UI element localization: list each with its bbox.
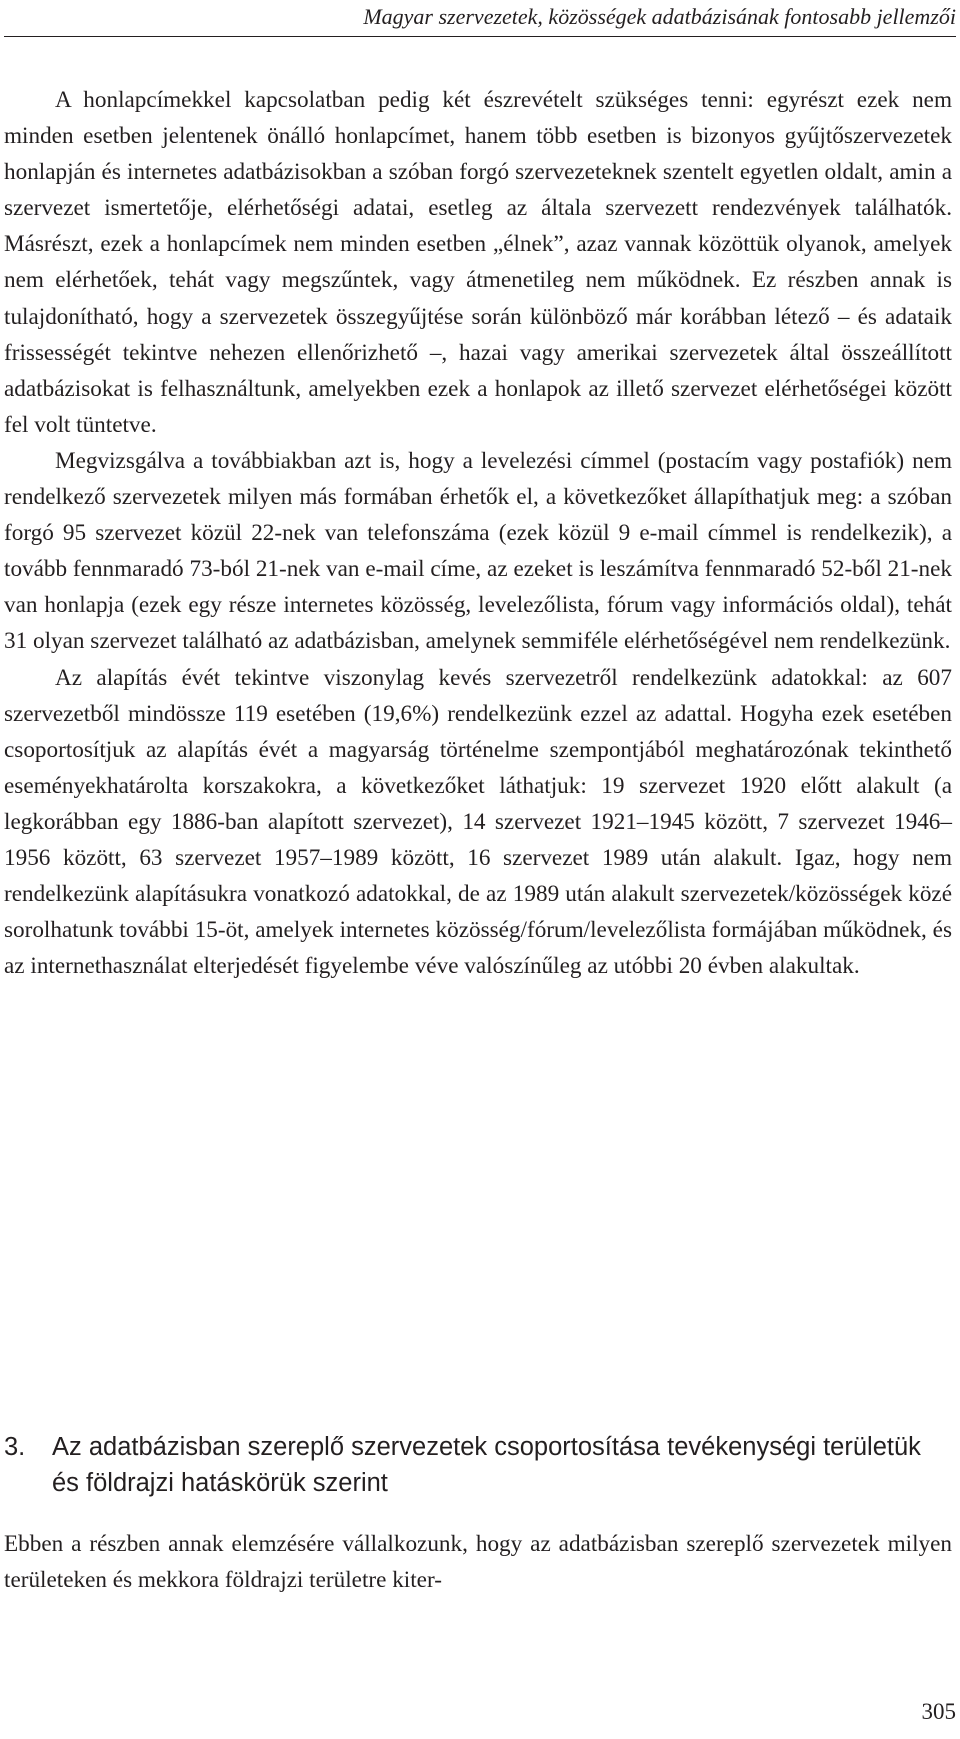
page-number: 305 <box>921 1699 956 1724</box>
section-intro-text <box>4 1526 952 1598</box>
section-heading <box>4 1429 952 1501</box>
section-title: Az adatbázisban szereplő szervezetek csoportosítása tevékenységi területük és földrajzi hatáskörük szerint <box>52 1433 921 1497</box>
section-number: 3. <box>4 1433 26 1461</box>
header-rule <box>4 36 956 37</box>
paragraph-elerhetoseg: Megvizsgálva a továbbiakban azt is, hogy a levelezési címmel (postacím vagy postafiók) nem rendelkező szervezetek milyen más formában érhetők el, a következőket állapíthatjuk meg: a szóban forgó 95 szervezet közül 22-nek van telefonszáma (ezek közül 9 e-mail címmel is rendelkezik), a tovább fennmaradó 73-ból 21-nek van e-mail címe, az ezeket is leszámítva fennmaradó 52-ből 21-nek van honlapja (ezek egy része internetes közösség, levelezőlista, fórum vagy információs oldal), tehát 31 olyan szervezet található az adatbázisban, amelynek semmiféle elérhetőségével nem rendelkezünk. <box>4 447 952 655</box>
body-text <box>4 82 952 984</box>
running-header: Magyar szervezetek, közösségek adatbázisának fontosabb jellemzői <box>363 4 956 29</box>
paragraph-alapitas: Az alapítás évét tekintve viszonylag kevés szervezetről rendelkezünk adatokkal: az 607 szervezetből mindössze 119 esetében (19,6%) rendelkezünk ezzel az adattal. Hogyha ezek esetében csoportosítjuk az alapítás évét a magyarság történelme szempontjából meghatározónak tekinthető eseményekhatárolta korszakokra, a következőket láthatjuk: 19 szervezet 1920 előtt alakult (a legkorábban egy 1886-ban alapított szervezet), 14 szervezet 1921–1945 között, 7 szervezet 1946–1956 között, 63 szervezet 1957–1989 között, 16 szervezet 1989 után alakult. Igaz, hogy nem rendelkezünk alapításukra vonatkozó adatokkal, de az 1989 után alakult szervezetek/közösségek közé sorolhatunk további 15-öt, amelyek internetes közösség/fórum/levelezőlista formájában működnek, és az internethasználat elterjedését figyelembe véve valószínűleg az utóbbi 20 évben alakultak. <box>4 664 952 980</box>
paragraph-section-intro: Ebben a részben annak elemzésére vállalkozunk, hogy az adatbázisban szereplő szervezetek milyen területeken és mekkora földrajzi területre kiter- <box>4 1531 952 1594</box>
paragraph-honlapcimek: A honlapcímekkel kapcsolatban pedig két észrevételt szükséges tenni: egyrészt ezek nem minden esetben jelentenek önálló honlapcímet, hanem több esetben is bizonyos gyűjtőszervezetek honlapján és internetes adatbázisokban a szóban forgó szervezeteknek szentelt egyetlen oldalt, amin a szervezet ismertetője, elérhetőségi adatai, esetleg az általa szervezett rendezvények találhatók. Másrészt, ezek a honlapcímek nem minden esetben „élnek”, azaz vannak közöttük olyanok, amelyek nem elérhetőek, tehát vagy megszűntek, vagy átmenetileg nem működnek. Ez részben annak is tulajdonítható, hogy a szervezetek összegyűjtése során különböző már korábban létező – és adataik frissességét tekintve nehezen ellenőrizhető –, hazai vagy amerikai szervezetek által összeállított adatbázisokat is felhasználtunk, amelyekben ezek a honlapok az illető szervezet elérhetőségei között fel volt tüntetve. <box>4 87 952 438</box>
